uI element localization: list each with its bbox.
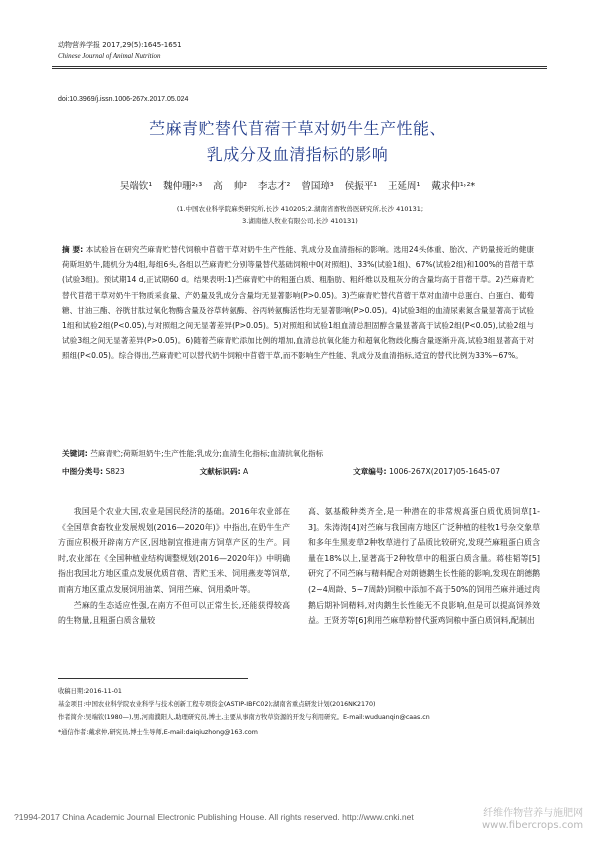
copyright-notice: ?1994-2017 China Academic Journal Electronic Publishing House. All rights reserved. http://www.cnki.net [14, 812, 414, 822]
classification-line [62, 466, 534, 477]
footnote-author-bio: 作者简介:吴端钦(1980—),男,河南濮阳人,助理研究员,博士,主要从事南方牧草资源的开发与利用研究。E-mail:wuduanqin@caas.cn [58, 714, 430, 721]
footnote-corresponding: *通信作者:戴求仲,研究员,博士生导师,E-mail:daiqiuzhong@163.com [58, 729, 258, 736]
clc-label: 中图分类号: [62, 467, 104, 476]
journal-header-en: Chinese Journal of Animal Nutrition [58, 52, 161, 60]
authors: 吴端钦¹ 魏仲珊²˒³ 高 帅² 李志才² 曾国璋³ 侯振平¹ 王延周¹ 戴求仲¹˒²* [119, 181, 476, 192]
header-rule-thin [52, 68, 547, 69]
affiliation-line2: 3.湖南德人牧业有限公司,长沙 410131) [242, 217, 358, 225]
affiliations [100, 203, 500, 227]
site-watermark [482, 808, 583, 832]
watermark-cn: 纤维作物营养与施肥网 [483, 808, 584, 819]
doi[interactable]: doi:10.3969/j.issn.1006-267x.2017.05.024 [58, 96, 189, 103]
article-title-line2: 乳成分及血清指标的影响 [206, 145, 389, 164]
article-no-value: 1006-267X(2017)05-1645-07 [388, 467, 501, 476]
clc-value: S823 [105, 467, 125, 476]
journal-header-cn: 动物营养学报 2017,29(5):1645-1651 [58, 41, 182, 49]
article-no-label: 文章编号: [353, 467, 387, 476]
affiliation-line1: (1.中国农业科学院麻类研究所,长沙 410205;2.湖南省畜牧兽医研究所,长沙 410131; [176, 205, 424, 213]
keywords-text: 苎麻青贮;荷斯坦奶牛;生产性能;乳成分;血清生化指标;血清抗氧化指标 [90, 449, 324, 458]
doc-code-label: 文献标识码: [199, 467, 241, 476]
doc-code-value: A [243, 467, 249, 476]
body-paragraph: 苎麻的生态适应性强,在南方不但可以正常生长,还能获得较高的生物量,且粗蛋白质含量较 [58, 600, 290, 626]
abstract [62, 242, 534, 364]
body-right-column [308, 504, 540, 629]
article-title-line1: 苎麻青贮替代苜蓿干草对奶牛生产性能、 [148, 119, 446, 138]
abstract-text: 本试验旨在研究苎麻青贮替代饲粮中苜蓿干草对奶牛生产性能、乳成分及血清指标的影响。选用24头体重、胎次、产奶量接近的健康荷斯坦奶牛,随机分为4组,每组6头,各组以苎麻青贮分别等量替代基础饲粮中0(对照组)、33%(试验1组)、67%(试验2组)和100%的苜蓿干草(试验3组)。预试期14 d,正试期60 d。结果表明:1)苎麻青贮中的粗蛋白质、粗脂肪、粗纤维以及粗灰分的含量均高于苜蓿干草。2)苎麻青贮替代苜蓿干草对奶牛干物质采食量、产奶量及乳成分含量均无显著影响(P>0.05)。3)苎麻青贮替代苜蓿干草对血清中总蛋白、白蛋白、葡萄糖、甘油三酯、谷胱甘肽过氧化物酶含量及谷草转氨酶、谷丙转氨酶活性均无显著影响(P>0.05)。4)试验3组的血清尿素氮含量显著高于试验1组和试验2组(P<0.05),与对照组之间无显著差异(P>0.05)。5)对照组和试验1组血清总胆固醇含量显著高于试验2组(P<0.05),试验2组与试验3组之间无显著差异(P>0.05)。6)随着苎麻青贮添加比例的增加,血清总抗氧化能力和超氧化物歧化酶含量逐渐升高,试验3组显著高于对照组(P<0.05)。综合得出,苎麻青贮可以替代奶牛饲粮中苜蓿干草,而不影响生产性能、乳成分及血清指标,适宜的替代比例为33%~67%。 [62, 245, 534, 361]
header-rule [52, 66, 547, 67]
footnote-received: 收稿日期:2016-11-01 [58, 688, 122, 695]
watermark-url: www.fibercrops.com [482, 820, 584, 831]
abstract-label: 摘 要: [62, 245, 84, 254]
footnote-funding: 基金项目:中国农业科学院农业科学与技术创新工程专项资金(ASTIP-IBFC02);湖南省重点研发计划(2016NK2170) [58, 701, 376, 708]
keywords-label: 关键词: [62, 449, 88, 458]
body-paragraph: 我国是个农业大国,农业是国民经济的基础。2016年农业部在《全国草食畜牧业发展规划(2016—2020年)》中指出,在奶牛生产方面应积极开辟南方产区,因地制宜推进南方饲草产区的生产。同时,农业部在《全国种植业结构调整规划(2016—2020年)》中明确指出我国北方地区重点发展优质苜蓿、青贮玉米、饲用燕麦等饲草,而南方地区重点发展饲用油菜、饲用苎麻、饲用桑叶等。 [58, 507, 290, 594]
footnote-rule [58, 678, 248, 679]
keywords [62, 448, 534, 459]
body-paragraph: 高、氨基酸种类齐全,是一种潜在的非常规高蛋白质优质饲草[1-3]。朱涛涛[4]对苎麻与我国南方地区广泛种植的桂牧1号杂交象草和多年生黑麦草2种牧草进行了品质比较研究,发现苎麻粗蛋白质含量在18%以上,显著高于2种牧草中的粗蛋白质含量。蒋桂韬等[5]研究了不同苎麻与精料配合对朗德鹅生长性能的影响,发现在朗德鹅(2~4周龄、5~7周龄)饲粮中添加不高于50%的饲用苎麻并通过肉鹅后期补饲精料,对肉鹅生长性能无不良影响,但是可以提高饲养效益。王贤芳等[6]利用苎麻草粉替代蛋鸡饲粮中蛋白质饲料,配制出 [308, 507, 540, 626]
body-left-column [58, 504, 290, 629]
